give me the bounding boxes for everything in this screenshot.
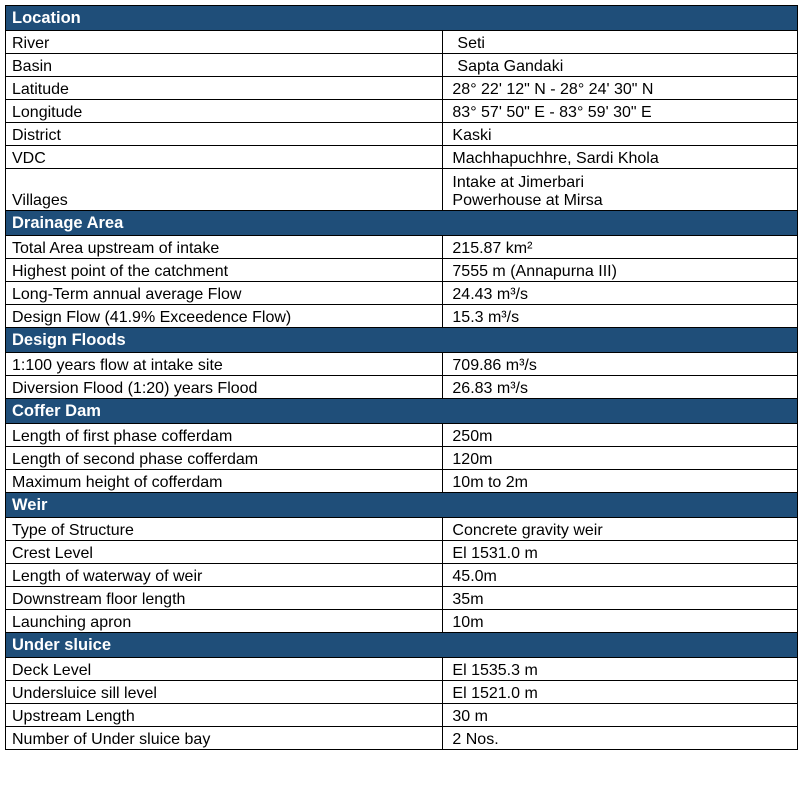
table-row	[6, 658, 798, 681]
table-row	[6, 541, 798, 564]
section-title: Under sluice	[6, 633, 798, 658]
row-label: Number of Under sluice bay	[6, 727, 443, 750]
row-value	[443, 518, 798, 541]
row-value-line: 250m	[452, 428, 493, 445]
row-value	[443, 447, 798, 470]
row-label: Villages	[6, 169, 443, 211]
row-label: Long-Term annual average Flow	[6, 282, 443, 305]
section-header-row	[6, 399, 798, 424]
row-value-line: El 1535.3 m	[452, 662, 538, 679]
row-value-line: 15.3 m³/s	[452, 309, 520, 326]
row-label: Length of first phase cofferdam	[6, 424, 443, 447]
section-title: Drainage Area	[6, 211, 798, 236]
section-header-row	[6, 633, 798, 658]
row-label: 1:100 years flow at intake site	[6, 353, 443, 376]
row-value	[443, 704, 798, 727]
row-value	[443, 77, 798, 100]
row-value	[443, 470, 798, 493]
row-value	[443, 424, 798, 447]
row-value-line: 30 m	[452, 708, 488, 725]
row-value-line: 35m	[452, 591, 484, 608]
row-value-line: Seti	[457, 35, 485, 52]
row-value	[443, 564, 798, 587]
row-label: Type of Structure	[6, 518, 443, 541]
row-label: District	[6, 123, 443, 146]
table-row	[6, 681, 798, 704]
row-value-line: 120m	[452, 451, 493, 468]
table-row	[6, 587, 798, 610]
row-label: Design Flow (41.9% Exceedence Flow)	[6, 305, 443, 328]
row-value	[443, 587, 798, 610]
row-value-line: Intake at Jimerbari	[452, 174, 584, 191]
row-label: Highest point of the catchment	[6, 259, 443, 282]
row-value-line: 709.86 m³/s	[452, 357, 537, 374]
table-row	[6, 564, 798, 587]
row-label: Total Area upstream of intake	[6, 236, 443, 259]
row-label: Diversion Flood (1:20) years Flood	[6, 376, 443, 399]
section-header-row	[6, 493, 798, 518]
row-value-line: Powerhouse at Mirsa	[452, 192, 603, 209]
table-row	[6, 470, 798, 493]
row-label: Length of second phase cofferdam	[6, 447, 443, 470]
row-value	[443, 376, 798, 399]
row-label: River	[6, 31, 443, 54]
row-label: Maximum height of cofferdam	[6, 470, 443, 493]
row-value-line: 10m	[452, 614, 484, 631]
table-row	[6, 100, 798, 123]
table-row	[6, 169, 798, 211]
row-value-line: 24.43 m³/s	[452, 286, 528, 303]
section-header-row	[6, 211, 798, 236]
row-value	[443, 123, 798, 146]
table-row	[6, 704, 798, 727]
row-value	[443, 681, 798, 704]
row-value-line: Machhapuchhre, Sardi Khola	[452, 150, 659, 167]
table-row	[6, 236, 798, 259]
table-row	[6, 31, 798, 54]
table-row	[6, 353, 798, 376]
row-value-line: 45.0m	[452, 568, 497, 585]
section-title: Location	[6, 6, 798, 31]
row-label: Latitude	[6, 77, 443, 100]
table-row	[6, 447, 798, 470]
table-row	[6, 376, 798, 399]
table-row	[6, 282, 798, 305]
row-label: Crest Level	[6, 541, 443, 564]
specification-table-body	[6, 6, 798, 750]
table-row	[6, 259, 798, 282]
row-value	[443, 541, 798, 564]
row-value-line: 7555 m (Annapurna III)	[452, 263, 617, 280]
table-row	[6, 305, 798, 328]
row-label: Longitude	[6, 100, 443, 123]
row-value	[443, 282, 798, 305]
row-value	[443, 259, 798, 282]
row-value-line: El 1531.0 m	[452, 545, 538, 562]
row-value-line: 10m to 2m	[452, 474, 528, 491]
section-header-row	[6, 328, 798, 353]
row-value	[443, 169, 798, 211]
row-value-line: Concrete gravity weir	[452, 522, 603, 539]
table-row	[6, 123, 798, 146]
section-header-row	[6, 6, 798, 31]
row-value-line: Kaski	[452, 127, 492, 144]
row-label: Deck Level	[6, 658, 443, 681]
table-row	[6, 727, 798, 750]
row-value	[443, 146, 798, 169]
table-row	[6, 424, 798, 447]
row-value	[443, 31, 798, 54]
section-title: Design Floods	[6, 328, 798, 353]
row-value	[443, 54, 798, 77]
row-label: Basin	[6, 54, 443, 77]
row-label: Upstream Length	[6, 704, 443, 727]
row-label: Length of waterway of weir	[6, 564, 443, 587]
section-title: Weir	[6, 493, 798, 518]
row-label: VDC	[6, 146, 443, 169]
row-value-line: 215.87 km²	[452, 240, 533, 257]
table-row	[6, 518, 798, 541]
section-title: Coffer Dam	[6, 399, 798, 424]
table-row	[6, 610, 798, 633]
row-label: Launching apron	[6, 610, 443, 633]
row-value	[443, 610, 798, 633]
row-label: Undersluice sill level	[6, 681, 443, 704]
row-value	[443, 236, 798, 259]
row-value	[443, 727, 798, 750]
row-value-line: 2 Nos.	[452, 731, 499, 748]
table-row	[6, 54, 798, 77]
row-value	[443, 305, 798, 328]
table-row	[6, 146, 798, 169]
row-value-line: 28° 22' 12" N - 28° 24' 30" N	[452, 81, 654, 98]
specification-table	[5, 5, 798, 750]
row-value-line: 83° 57' 50" E - 83° 59' 30" E	[452, 104, 652, 121]
table-row	[6, 77, 798, 100]
row-label: Downstream floor length	[6, 587, 443, 610]
row-value-line: Sapta Gandaki	[457, 58, 564, 75]
row-value	[443, 658, 798, 681]
row-value	[443, 100, 798, 123]
row-value-line: El 1521.0 m	[452, 685, 538, 702]
row-value-line: 26.83 m³/s	[452, 380, 528, 397]
row-value	[443, 353, 798, 376]
